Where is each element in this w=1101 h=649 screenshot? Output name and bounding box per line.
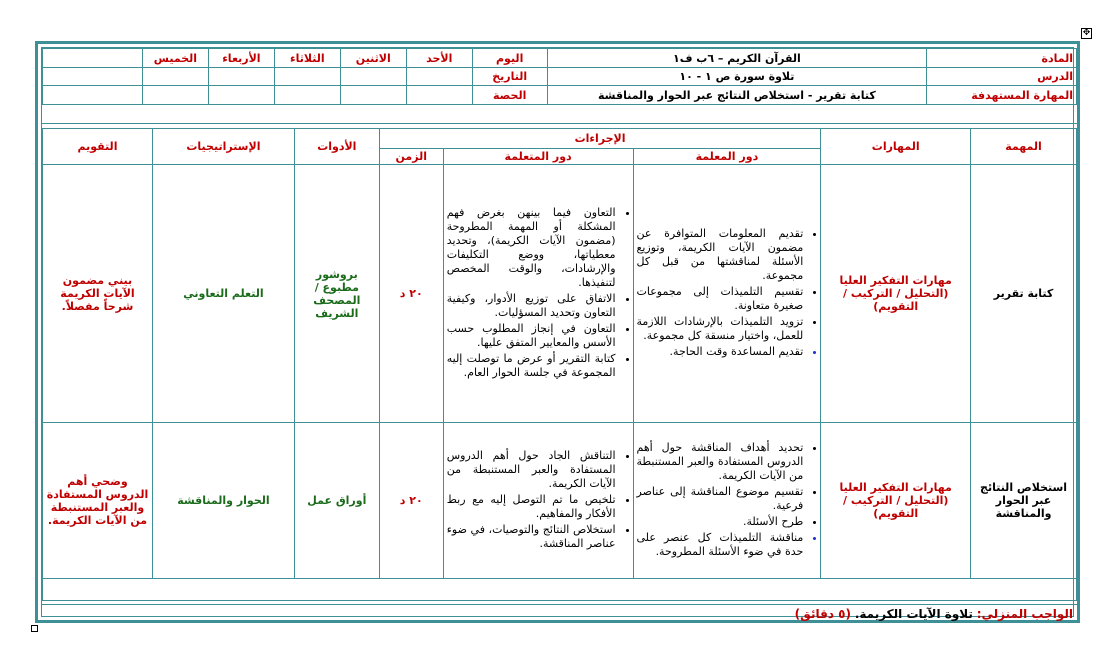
student-role-cell — [443, 165, 633, 423]
list-item: • التعاون فيما بينهن بغرض فهم المشكلة أو المهمة المطروحة (مضمون الآيات الكريمة)، وتحديد معطياتها، ووضع التكليفات والإرشادات، والوقت المخصص لتنفيذها. — [447, 206, 616, 290]
list-item: • تزويد التلميذات بالإرشادات اللازمة للعمل، واختيار منسقة كل مجموعة. — [637, 315, 804, 343]
table-row — [43, 579, 1077, 601]
tools-cell: بروشور مطبوع / المصحف الشريف — [294, 165, 379, 423]
table-row — [43, 165, 1077, 423]
homework-label: الواجب المنزلي: — [976, 607, 1073, 621]
main-table — [42, 128, 1077, 601]
day-monday: الاثنين — [340, 49, 406, 68]
period-cell — [340, 86, 406, 105]
spare-cell — [43, 49, 143, 68]
list-item: • مناقشة التلميذات كل عنصر على حدة في ضوء الأسئلة المطروحة. — [637, 531, 804, 559]
list-item: • كتابة التقرير أو عرض ما توصلت إليه المجموعة في جلسة الحوار العام. — [447, 352, 616, 380]
list-item: • طرح الأسئلة. — [637, 515, 804, 529]
task-cell: استخلاص النتائج عبر الحوار والمناقشة — [971, 423, 1077, 579]
col-time-header: الزمن — [379, 149, 443, 165]
homework-line — [42, 604, 1077, 622]
teacher-role-cell — [633, 165, 821, 423]
period-cell — [43, 86, 143, 105]
list-item: • تحديد أهداف المناقشة حول أهم الدروس المستفادة والعبر المستنبطة من الآيات الكريمة. — [637, 441, 804, 483]
period-label: الحصة — [472, 86, 547, 105]
strategy-cell: الحوار والمناقشة — [152, 423, 294, 579]
date-cell — [406, 68, 472, 86]
lesson-value: تلاوة سورة ص ١ - ١٠ — [547, 68, 927, 86]
date-cell — [340, 68, 406, 86]
list-item: • الاتفاق على توزيع الأدوار، وكيفية التعاون وتحديد المسؤليات. — [447, 292, 616, 320]
day-wednesday: الأربعاء — [208, 49, 274, 68]
student-role-list — [447, 206, 630, 380]
homework-text: تلاوة الآيات الكريمة. — [854, 607, 973, 621]
list-item: • التناقش الجاد حول أهم الدروس المستفادة والعبر المستنبطة من الآيات الكريمة. — [447, 449, 616, 491]
day-tuesday: الثلاثاء — [274, 49, 340, 68]
col-strategies-header: الإستراتيجيات — [152, 129, 294, 165]
col-procedures-header: الإجراءات — [379, 129, 820, 149]
header-table — [42, 48, 1077, 105]
period-cell — [274, 86, 340, 105]
col-task-header: المهمة — [971, 129, 1077, 165]
date-cell — [208, 68, 274, 86]
col-teacher-role-header: دور المعلمة — [633, 149, 821, 165]
tools-cell: أوراق عمل — [294, 423, 379, 579]
col-evaluation-header: التقويم — [43, 129, 153, 165]
evaluation-cell: وضحي أهم الدروس المستفادة والعبر المستنبطة من الآيات الكريمة. — [43, 423, 153, 579]
list-item: • تقسيم موضوع المناقشة إلى عناصر فرعية. — [637, 485, 804, 513]
teacher-role-list — [637, 227, 818, 359]
homework-duration: (٥ دقائق) — [794, 607, 851, 621]
time-cell: ٢٠ د — [379, 423, 443, 579]
student-role-cell — [443, 423, 633, 579]
period-cell — [208, 86, 274, 105]
date-cell — [274, 68, 340, 86]
empty-cell — [43, 579, 1077, 601]
evaluation-cell: بيني مضمون الآيات الكريمة شرحاً مفصلاً. — [43, 165, 153, 423]
day-thursday: الخميس — [142, 49, 208, 68]
date-cell — [142, 68, 208, 86]
list-item: • تقديم المعلومات المتوافرة عن مضمون الآيات الكريمة، وتوزيع الأسئلة لمناقشتها من قبل كل مجموعة. — [637, 227, 804, 283]
list-item: • التعاون في إنجاز المطلوب حسب الأسس والمعايير المتفق عليها. — [447, 322, 616, 350]
list-item: • تقسيم التلميذات إلى مجموعات صغيرة متعاونة. — [637, 285, 804, 313]
list-item: • تقديم المساعدة وقت الحاجة. — [637, 345, 804, 359]
subject-value: القرآن الكريم – ٦ب ف١ — [547, 49, 927, 68]
period-cell — [142, 86, 208, 105]
student-role-list — [447, 449, 630, 551]
teacher-role-cell — [633, 423, 821, 579]
table-row — [43, 423, 1077, 579]
col-skills-header: المهارات — [821, 129, 971, 165]
list-item: • تلخيص ما تم التوصل إليه مع ربط الأفكار والمفاهيم. — [447, 493, 616, 521]
lesson-plan-frame — [35, 41, 1080, 623]
time-cell: ٢٠ د — [379, 165, 443, 423]
skill-label: المهارة المستهدفة — [927, 86, 1077, 105]
skills-cell: مهارات التفكير العليا (التحليل / التركيب / التقويم) — [821, 423, 971, 579]
subject-label: المادة — [927, 49, 1077, 68]
col-tools-header: الأدوات — [294, 129, 379, 165]
table-resize-handle[interactable] — [31, 625, 38, 632]
day-sunday: الأحد — [406, 49, 472, 68]
list-item: • استخلاص النتائج والتوصيات، في ضوء عناصر المناقشة. — [447, 523, 616, 551]
task-cell: كتابة تقرير — [971, 165, 1077, 423]
col-student-role-header: دور المتعلمة — [443, 149, 633, 165]
lesson-plan-inner — [41, 47, 1074, 621]
teacher-role-list — [637, 441, 818, 559]
date-cell — [43, 68, 143, 86]
strategy-cell: التعلم التعاوني — [152, 165, 294, 423]
skills-cell: مهارات التفكير العليا (التحليل / التركيب / التقويم) — [821, 165, 971, 423]
day-label: اليوم — [472, 49, 547, 68]
lesson-label: الدرس — [927, 68, 1077, 86]
period-cell — [406, 86, 472, 105]
spacer-row — [42, 109, 1077, 124]
date-label: التاريخ — [472, 68, 547, 86]
table-move-handle[interactable]: ✥ — [1082, 28, 1091, 38]
skill-value: كتابة تقرير - استخلاص النتائج عبر الحوار والمناقشة — [547, 86, 927, 105]
